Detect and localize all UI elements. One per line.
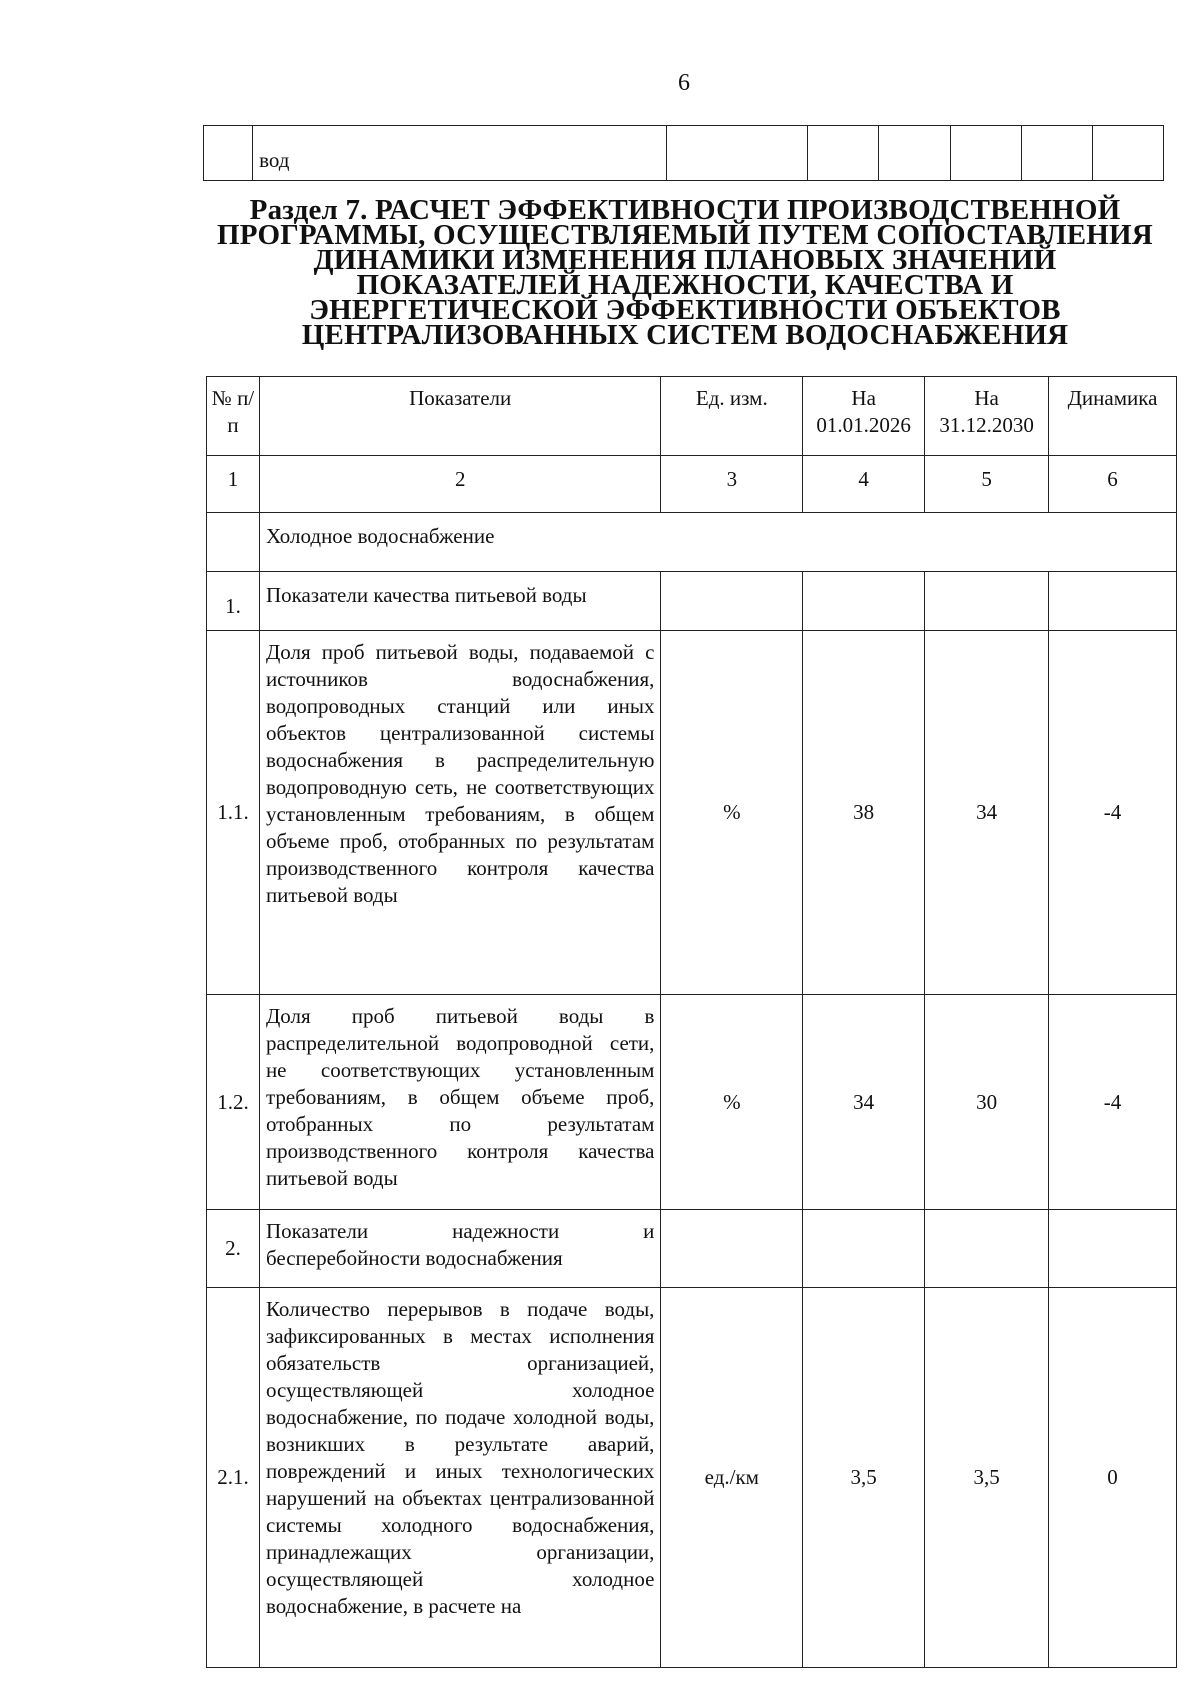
indicators-table: [206, 376, 1177, 1668]
table-cell: [950, 126, 1021, 181]
continuation-table: [203, 125, 1164, 181]
header-indicators: Показатели: [259, 377, 661, 456]
row-dynamic: -4: [1049, 995, 1177, 1210]
row-number: 1.2.: [207, 995, 260, 1210]
table-cell: [879, 126, 950, 181]
row-unit: %: [661, 631, 803, 995]
table-cell: [666, 126, 807, 181]
group-row: [207, 513, 1177, 572]
table-cell: [207, 513, 260, 572]
row-dynamic: 0: [1049, 1288, 1177, 1668]
table-cell: [808, 126, 879, 181]
column-number: 6: [1049, 456, 1177, 513]
column-number: 1: [207, 456, 260, 513]
row-indicator: Показатели надежности и бесперебойности водоснабжения: [259, 1210, 661, 1288]
table-row: [207, 1288, 1177, 1668]
table-row: [207, 995, 1177, 1210]
row-unit: [661, 572, 803, 631]
row-number: 2.: [207, 1210, 260, 1288]
column-number: 3: [661, 456, 803, 513]
row-value-2030: [925, 1210, 1049, 1288]
header-dynamic: Динамика: [1049, 377, 1177, 456]
row-number: 1.: [207, 572, 260, 631]
column-number: 5: [925, 456, 1049, 513]
table-cell: вод: [253, 126, 667, 181]
row-value-2026: [803, 1210, 925, 1288]
row-indicator: Доля проб питьевой воды, подаваемой с источников водоснабжения, водопроводных станций или иных объектов централизованной системы водоснабжения в распределительную водопроводную сеть, не соответствующих установленным требованиям, в общем объеме проб, отобранных по результатам производственного контроля качества питьевой воды: [259, 631, 661, 995]
row-unit: %: [661, 995, 803, 1210]
row-dynamic: [1049, 1210, 1177, 1288]
header-2030: На 31.12.2030: [925, 377, 1049, 456]
section-title: Раздел 7. РАСЧЕТ ЭФФЕКТИВНОСТИ ПРОИЗВОДСТВЕННОЙ ПРОГРАММЫ, ОСУЩЕСТВЛЯЕМЫЙ ПУТЕМ СОПОСТАВЛЕНИЯ ДИНАМИКИ ИЗМЕНЕНИЯ ПЛАНОВЫХ ЗНАЧЕНИЙ ПОКАЗАТЕЛЕЙ НАДЕЖНОСТИ, КАЧЕСТВА И ЭНЕРГЕТИЧЕСКОЙ ЭФФЕКТИВНОСТИ ОБЪЕКТОВ ЦЕНТРАЛИЗОВАННЫХ СИСТЕМ ВОДОСНАБЖЕНИЯ: [217, 194, 1153, 351]
table-cell: [1021, 126, 1092, 181]
column-number: 4: [803, 456, 925, 513]
group-title: Холодное водоснабжение: [259, 513, 1176, 572]
row-indicator: Количество перерывов в подаче воды, зафиксированных в местах исполнения обязательств организацией, осуществляющей холодное водоснабжение, по подаче холодной воды, возникших в результате аварий, повреждений и иных технологических нарушений на объектах централизованной системы холодного водоснабжения, принадлежащих организации, осуществляющей холодное водоснабжение, в расчете на: [259, 1288, 661, 1668]
row-unit: ед./км: [661, 1288, 803, 1668]
row-dynamic: [1049, 572, 1177, 631]
row-value-2030: 30: [925, 995, 1049, 1210]
row-value-2030: 34: [925, 631, 1049, 995]
column-number-row: [207, 456, 1177, 513]
table-row: [207, 572, 1177, 631]
table-row: [207, 1210, 1177, 1288]
row-number: 2.1.: [207, 1288, 260, 1668]
row-unit: [661, 1210, 803, 1288]
row-value-2026: 34: [803, 995, 925, 1210]
row-dynamic: -4: [1049, 631, 1177, 995]
table-row: [204, 126, 1164, 181]
row-value-2026: 3,5: [803, 1288, 925, 1668]
row-value-2026: 38: [803, 631, 925, 995]
row-value-2030: [925, 572, 1049, 631]
row-value-2026: [803, 572, 925, 631]
header-2026: На 01.01.2026: [803, 377, 925, 456]
header-unit: Ед. изм.: [661, 377, 803, 456]
page-number: 6: [678, 70, 690, 96]
row-indicator: Доля проб питьевой воды в распределительной водопроводной сети, не соответствующих установленным требованиям, в общем объеме проб, отобранных по результатам производственного контроля качества питьевой воды: [259, 995, 661, 1210]
row-number: 1.1.: [207, 631, 260, 995]
table-cell: [204, 126, 253, 181]
row-value-2030: 3,5: [925, 1288, 1049, 1668]
table-cell: [1092, 126, 1163, 181]
row-indicator: Показатели качества питьевой воды: [259, 572, 661, 631]
column-number: 2: [259, 456, 661, 513]
header-num: № п/п: [207, 377, 260, 456]
header-row: [207, 377, 1177, 456]
table-row: [207, 631, 1177, 995]
